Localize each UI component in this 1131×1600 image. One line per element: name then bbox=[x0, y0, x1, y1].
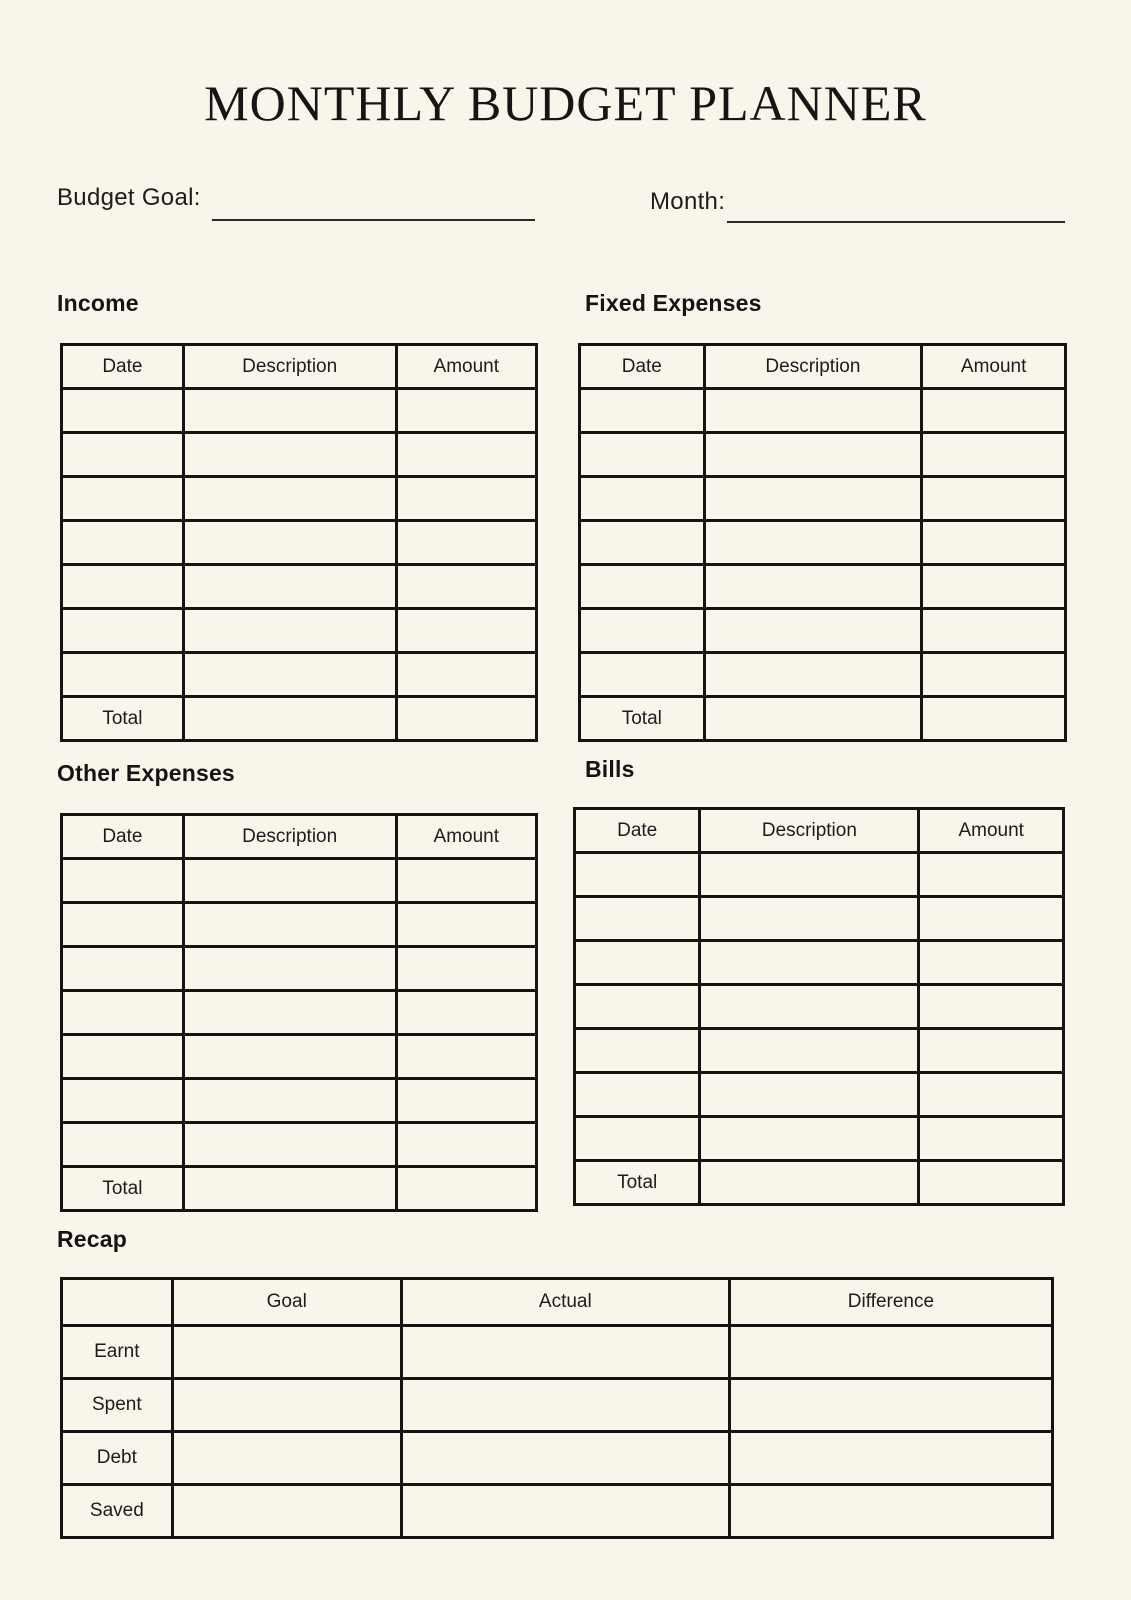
total-row bbox=[62, 1167, 537, 1211]
date-cell[interactable] bbox=[62, 1123, 184, 1167]
total-amount-cell[interactable] bbox=[396, 1167, 536, 1211]
description-cell[interactable] bbox=[700, 1029, 919, 1073]
table-row bbox=[575, 1073, 1064, 1117]
description-cell[interactable] bbox=[183, 1079, 396, 1123]
description-cell[interactable] bbox=[183, 477, 396, 521]
amount-cell[interactable] bbox=[396, 991, 536, 1035]
date-cell[interactable] bbox=[580, 609, 705, 653]
description-cell[interactable] bbox=[183, 433, 396, 477]
actual-cell[interactable] bbox=[401, 1485, 729, 1538]
description-cell[interactable] bbox=[700, 1073, 919, 1117]
amount-cell[interactable] bbox=[396, 521, 536, 565]
fixed-expenses-table bbox=[578, 343, 1067, 742]
actual-cell[interactable] bbox=[401, 1379, 729, 1432]
table-row bbox=[62, 859, 537, 903]
date-cell[interactable] bbox=[62, 991, 184, 1035]
total-span-cell[interactable] bbox=[183, 1167, 396, 1211]
description-cell[interactable] bbox=[704, 477, 922, 521]
description-cell[interactable] bbox=[183, 565, 396, 609]
total-span-cell[interactable] bbox=[704, 697, 922, 741]
difference-cell[interactable] bbox=[729, 1326, 1052, 1379]
total-amount-cell[interactable] bbox=[396, 697, 536, 741]
goal-cell[interactable] bbox=[172, 1379, 401, 1432]
date-cell[interactable] bbox=[62, 521, 184, 565]
description-cell[interactable] bbox=[700, 985, 919, 1029]
income-heading: Income bbox=[57, 290, 139, 316]
column-header-difference: Difference bbox=[729, 1279, 1052, 1326]
amount-cell[interactable] bbox=[922, 653, 1066, 697]
description-cell[interactable] bbox=[183, 389, 396, 433]
page-title: MONTHLY BUDGET PLANNER bbox=[204, 75, 927, 131]
table-row bbox=[62, 609, 537, 653]
amount-cell[interactable] bbox=[922, 609, 1066, 653]
recap-table bbox=[60, 1277, 1054, 1539]
table-row bbox=[62, 903, 537, 947]
description-cell[interactable] bbox=[700, 897, 919, 941]
date-cell[interactable] bbox=[62, 477, 184, 521]
amount-cell[interactable] bbox=[396, 1123, 536, 1167]
table-row bbox=[575, 1029, 1064, 1073]
row-label: Spent bbox=[62, 1379, 173, 1432]
column-header-amount: Amount bbox=[922, 345, 1066, 389]
date-cell[interactable] bbox=[62, 1035, 184, 1079]
total-amount-cell[interactable] bbox=[922, 697, 1066, 741]
total-label: Total bbox=[580, 697, 705, 741]
difference-cell[interactable] bbox=[729, 1379, 1052, 1432]
header-row bbox=[62, 345, 537, 389]
date-cell[interactable] bbox=[575, 1117, 700, 1161]
recap-heading: Recap bbox=[57, 1226, 128, 1252]
table-row bbox=[62, 389, 537, 433]
date-cell[interactable] bbox=[62, 565, 184, 609]
other-expenses-table bbox=[60, 813, 538, 1212]
goal-cell[interactable] bbox=[172, 1326, 401, 1379]
recap-row-earnt bbox=[62, 1326, 1053, 1379]
other-expenses-heading: Other Expenses bbox=[57, 760, 235, 786]
column-header-description: Description bbox=[700, 809, 919, 853]
amount-cell[interactable] bbox=[396, 565, 536, 609]
description-cell[interactable] bbox=[183, 1123, 396, 1167]
row-label: Earnt bbox=[62, 1326, 173, 1379]
date-cell[interactable] bbox=[62, 859, 184, 903]
description-cell[interactable] bbox=[183, 1035, 396, 1079]
table-row bbox=[580, 477, 1066, 521]
date-cell[interactable] bbox=[62, 609, 184, 653]
column-header-date: Date bbox=[575, 809, 700, 853]
bills-table bbox=[573, 807, 1065, 1206]
amount-cell[interactable] bbox=[396, 609, 536, 653]
description-cell[interactable] bbox=[704, 433, 922, 477]
table-row bbox=[62, 991, 537, 1035]
table-row bbox=[575, 897, 1064, 941]
difference-cell[interactable] bbox=[729, 1485, 1052, 1538]
amount-cell[interactable] bbox=[919, 1117, 1064, 1161]
goal-cell[interactable] bbox=[172, 1432, 401, 1485]
table-row bbox=[62, 1123, 537, 1167]
table-row bbox=[575, 985, 1064, 1029]
amount-cell[interactable] bbox=[922, 565, 1066, 609]
description-cell[interactable] bbox=[183, 859, 396, 903]
column-header-date: Date bbox=[62, 345, 184, 389]
total-span-cell[interactable] bbox=[700, 1161, 919, 1205]
date-cell[interactable] bbox=[580, 653, 705, 697]
goal-cell[interactable] bbox=[172, 1485, 401, 1538]
description-cell[interactable] bbox=[704, 653, 922, 697]
date-cell[interactable] bbox=[575, 897, 700, 941]
amount-cell[interactable] bbox=[396, 653, 536, 697]
total-row bbox=[575, 1161, 1064, 1205]
amount-cell[interactable] bbox=[396, 433, 536, 477]
header-row bbox=[62, 815, 537, 859]
row-label: Saved bbox=[62, 1485, 173, 1538]
amount-cell[interactable] bbox=[396, 859, 536, 903]
recap-row-debt bbox=[62, 1432, 1053, 1485]
row-label: Debt bbox=[62, 1432, 173, 1485]
date-cell[interactable] bbox=[62, 653, 184, 697]
date-cell[interactable] bbox=[575, 1029, 700, 1073]
amount-cell[interactable] bbox=[919, 941, 1064, 985]
amount-cell[interactable] bbox=[396, 477, 536, 521]
table-row bbox=[62, 521, 537, 565]
description-cell[interactable] bbox=[704, 521, 922, 565]
description-cell[interactable] bbox=[183, 991, 396, 1035]
header-row bbox=[575, 809, 1064, 853]
table-row bbox=[62, 565, 537, 609]
description-cell[interactable] bbox=[700, 1117, 919, 1161]
amount-cell[interactable] bbox=[922, 521, 1066, 565]
date-cell[interactable] bbox=[580, 389, 705, 433]
date-cell[interactable] bbox=[62, 1079, 184, 1123]
recap-row-saved bbox=[62, 1485, 1053, 1538]
header-row bbox=[580, 345, 1066, 389]
table-row bbox=[580, 433, 1066, 477]
column-header-amount: Amount bbox=[919, 809, 1064, 853]
table-row bbox=[575, 941, 1064, 985]
date-cell[interactable] bbox=[580, 433, 705, 477]
description-cell[interactable] bbox=[700, 941, 919, 985]
column-header-goal: Goal bbox=[172, 1279, 401, 1326]
description-cell[interactable] bbox=[183, 609, 396, 653]
amount-cell[interactable] bbox=[922, 389, 1066, 433]
amount-cell[interactable] bbox=[396, 947, 536, 991]
date-cell[interactable] bbox=[575, 941, 700, 985]
income-table bbox=[60, 343, 538, 742]
table-row bbox=[580, 389, 1066, 433]
column-header-date: Date bbox=[580, 345, 705, 389]
description-cell[interactable] bbox=[700, 853, 919, 897]
column-header-description: Description bbox=[183, 345, 396, 389]
table-row bbox=[62, 1035, 537, 1079]
description-cell[interactable] bbox=[704, 609, 922, 653]
fixed-expenses-heading: Fixed Expenses bbox=[585, 290, 762, 316]
difference-cell[interactable] bbox=[729, 1432, 1052, 1485]
date-cell[interactable] bbox=[62, 389, 184, 433]
date-cell[interactable] bbox=[580, 477, 705, 521]
description-cell[interactable] bbox=[183, 521, 396, 565]
recap-row-spent bbox=[62, 1379, 1053, 1432]
amount-cell[interactable] bbox=[396, 1079, 536, 1123]
column-header-description: Description bbox=[704, 345, 922, 389]
description-cell[interactable] bbox=[183, 947, 396, 991]
header-row bbox=[62, 1279, 1053, 1326]
date-cell[interactable] bbox=[575, 1073, 700, 1117]
amount-cell[interactable] bbox=[396, 389, 536, 433]
table-row bbox=[575, 1117, 1064, 1161]
table-row bbox=[62, 1079, 537, 1123]
total-label: Total bbox=[575, 1161, 700, 1205]
total-span-cell[interactable] bbox=[183, 697, 396, 741]
table-row bbox=[62, 433, 537, 477]
column-header-actual: Actual bbox=[401, 1279, 729, 1326]
date-cell[interactable] bbox=[580, 521, 705, 565]
amount-cell[interactable] bbox=[919, 985, 1064, 1029]
table-row bbox=[575, 853, 1064, 897]
table-row bbox=[580, 609, 1066, 653]
budget-goal-label: Budget Goal: bbox=[57, 184, 201, 211]
date-cell[interactable] bbox=[62, 433, 184, 477]
total-row bbox=[580, 697, 1066, 741]
table-row bbox=[62, 653, 537, 697]
description-cell[interactable] bbox=[183, 903, 396, 947]
amount-cell[interactable] bbox=[919, 853, 1064, 897]
table-row bbox=[62, 477, 537, 521]
table-row bbox=[580, 565, 1066, 609]
amount-cell[interactable] bbox=[922, 477, 1066, 521]
budget-goal-line[interactable] bbox=[212, 219, 535, 221]
date-cell[interactable] bbox=[62, 903, 184, 947]
total-label: Total bbox=[62, 1167, 184, 1211]
column-header-description: Description bbox=[183, 815, 396, 859]
column-header-amount: Amount bbox=[396, 815, 536, 859]
date-cell[interactable] bbox=[575, 985, 700, 1029]
amount-cell[interactable] bbox=[919, 1029, 1064, 1073]
actual-cell[interactable] bbox=[401, 1326, 729, 1379]
column-header-amount: Amount bbox=[396, 345, 536, 389]
amount-cell[interactable] bbox=[396, 1035, 536, 1079]
column-header-date: Date bbox=[62, 815, 184, 859]
date-cell[interactable] bbox=[575, 853, 700, 897]
month-label: Month: bbox=[650, 188, 726, 215]
table-row bbox=[580, 653, 1066, 697]
description-cell[interactable] bbox=[704, 565, 922, 609]
amount-cell[interactable] bbox=[919, 1073, 1064, 1117]
recap-corner-cell bbox=[62, 1279, 173, 1326]
total-amount-cell[interactable] bbox=[919, 1161, 1064, 1205]
total-label: Total bbox=[62, 697, 184, 741]
table-row bbox=[580, 521, 1066, 565]
month-line[interactable] bbox=[727, 221, 1065, 223]
date-cell[interactable] bbox=[580, 565, 705, 609]
amount-cell[interactable] bbox=[922, 433, 1066, 477]
description-cell[interactable] bbox=[704, 389, 922, 433]
total-row bbox=[62, 697, 537, 741]
amount-cell[interactable] bbox=[919, 897, 1064, 941]
date-cell[interactable] bbox=[62, 947, 184, 991]
actual-cell[interactable] bbox=[401, 1432, 729, 1485]
description-cell[interactable] bbox=[183, 653, 396, 697]
bills-heading: Bills bbox=[585, 756, 635, 782]
table-row bbox=[62, 947, 537, 991]
amount-cell[interactable] bbox=[396, 903, 536, 947]
